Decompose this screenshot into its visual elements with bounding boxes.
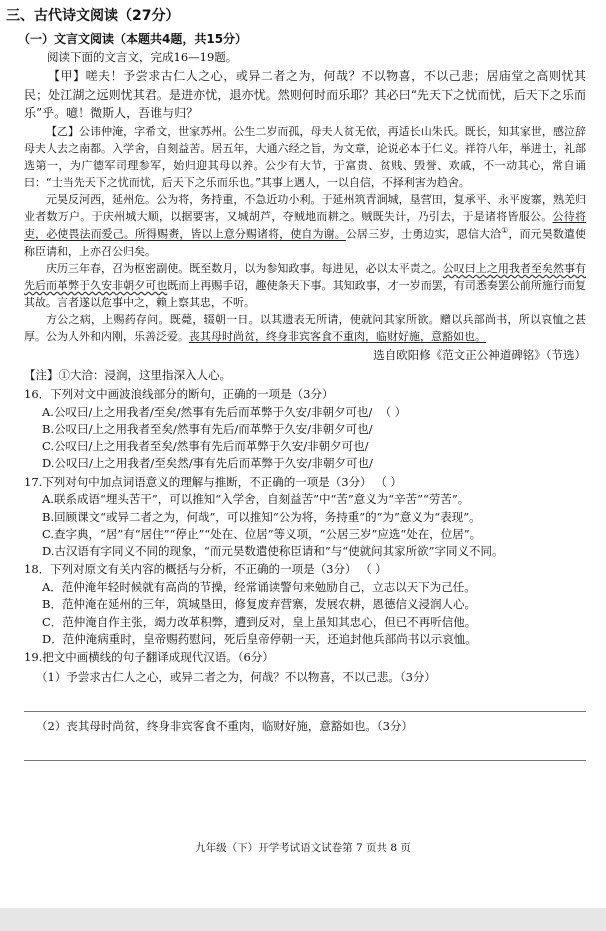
wavy-underlined-sentence: 公叹曰上之用我者至矣然事有先后而革弊于久安非朝夕可也 bbox=[24, 261, 586, 292]
q17-option-d: D.古汉语有字同义不同的现象，“而元昊数遣使称臣请和”与“使就问其家所欲”字同义不同。 bbox=[42, 544, 504, 559]
q17-option-b: B.回顾课文“或异二者之为，何哉”，可以推知“公为将，务持重”的“为”意义为“表现”。 bbox=[42, 509, 481, 524]
footnote: 【注】①大洽：浸润，这里指深入人心。 bbox=[24, 367, 231, 382]
passage-yi-para-4 bbox=[24, 311, 586, 345]
yi-para-2-text-c: 公居三岁，士勇边实，恩信大洽 bbox=[345, 227, 502, 241]
q17-option-a: A.联系成语“埋头苦干”，可以推知“入学舍，自刻益苦”中“苦”意义为“辛苦”“劳苦”。 bbox=[42, 492, 470, 507]
subsection-title: （一）文言文阅读（本题共4题，共15分） bbox=[18, 31, 248, 46]
question-19 bbox=[24, 649, 586, 760]
q18-option-b: B．范仲淹在延州的三年，筑城垦田，修复废弃营寨，发展农耕，恩德信义浸润人心。 bbox=[42, 597, 476, 612]
yi-para-4-text-a: 方公之病，上赐药存问。既薨，辍朝一日。以其遗表无所请，使就问其家所欲。赠以兵部尚书，所以哀恤之甚厚。公为人外和内刚，乐善泛爱。 bbox=[24, 313, 586, 344]
underlined-sentence-2: 丧其母时尚贫，终身非宾客食不重肉，临财好施，意豁如也。 bbox=[189, 330, 486, 344]
passage-yi-para-3 bbox=[24, 260, 586, 311]
q16-option-b: B.公叹曰/上之用我者至矣/然事有先后/而革弊于久安/非朝夕可也/ bbox=[42, 421, 373, 436]
q19-stem: 19.把文中画横线的句子翻译成现代汉语。（6分） bbox=[24, 650, 274, 665]
q16-stem: 16．下列对文中画波浪线部分的断句，正确的一项是（3分） bbox=[24, 386, 334, 401]
passage-source: 选自欧阳修《范文正公神道碑铭》（节选） bbox=[373, 348, 586, 363]
yi-para-2-text-d: ，而元昊数遣使称臣请和，上亦召公归矣。 bbox=[24, 227, 587, 258]
reading-instruction: 阅读下面的文言文，完成16—19题。 bbox=[47, 50, 238, 65]
passage-yi-para-1: 【乙】公讳仲淹，字希文，世家苏州。公生二岁而孤，母夫人贫无依，再适长山朱氏。既长，知其家世，感泣辞母夫人去之南都。入学舍，自刻益苦。居五年，大通六经之旨，为文章，论说必本于仁义。祥符八年，举进士，礼部选第一，为广德军司理参军，始归迎其母以养。公少有大节，于富贵、贫贱、毁誉、欢戚，不一动其心，常自诵曰：“士当先天下之忧而忧，后天下之乐而乐也。”其事上遇人，一以自信，不择利害为趋舍。 bbox=[24, 124, 586, 190]
yi-para-2-text-a: 元昊反河西，延州危。公为将，务持重，不急近功小利。于延州筑青涧城，垦营田，复承平、永平废寨，熟羌归业者数万户。于庆州城大顺，以据要害，又城胡芦，夺贼地而耕之。贼既失计，乃引去，于是诸将皆服公。 bbox=[24, 193, 586, 224]
section-title: 三、古代诗文阅读（27分） bbox=[6, 8, 180, 24]
yi-para-3-text-c: 既而上再赐手诏，趣使条天下事。其知政事，才一岁而罢，有司悉奏罢公前所施行而复其故。言者遂以危事中之，赖上察其忠，不听。 bbox=[24, 278, 587, 309]
q19-sub-1: （1）予尝求古仁人之心，或异二者之为，何哉？不以物喜，不以己悲。（3分） bbox=[36, 670, 436, 685]
yi-para-3-text-a: 庆历三年春，召为枢密副使。既至数月，以为参知政事。每进见，必以太平责之。 bbox=[46, 261, 443, 275]
q19-sub-2: （2）丧其母时尚贫，终身非宾客食不重肉，临财好施，意豁如也。（3分） bbox=[36, 718, 413, 733]
question-17 bbox=[24, 474, 586, 561]
question-16 bbox=[24, 386, 586, 473]
question-18 bbox=[24, 561, 586, 648]
footnote-marker: ① bbox=[501, 226, 509, 236]
q18-stem: 18．下列对原文有关内容的概括与分析，不正确的一项是（3分） （ ） bbox=[24, 562, 387, 577]
q18-option-d: D．范仲淹病重时，皇帝赐药慰问，死后皇帝停朝一天，还追封他兵部尚书以示哀恤。 bbox=[42, 631, 477, 646]
underlined-sentence-1: 公待将吏，必使畏法而爱己。所得赐赉，皆以上意分赐诸将，使自为谢。 bbox=[24, 210, 587, 241]
q16-option-d: D.公叹曰/上之用我者/至矣然/事有先后而革弊于久安/非朝夕可也/ bbox=[42, 456, 373, 471]
page-footer: 九年级（下）开学考试语文试卷第 7 页共 8 页 bbox=[195, 842, 411, 854]
exam-page bbox=[6, 6, 587, 762]
answer-paren: （ ） bbox=[375, 474, 402, 489]
answer-line-1[interactable] bbox=[24, 687, 586, 712]
q16-option-c: C.公叹曰/上之用我者至矣/然事有先后而革弊于久安/非朝夕可也/ bbox=[42, 439, 369, 454]
answer-line-2[interactable] bbox=[24, 736, 586, 761]
q16-option-a: A.公叹曰/上之用我者/至矣/然事有先后而革弊于久安/非朝夕可也/ （ ） bbox=[42, 404, 407, 419]
passage-jia: 【甲】嗟夫！予尝求古仁人之心，或异二者之为，何哉？不以物喜，不以己悲；居庙堂之高则忧其民；处江湖之远则忧其君。是进亦忧，退亦忧。然则何时而乐耶？其必曰“先天下之忧而忧，后天下之乐而乐”乎。噫！微斯人，吾谁与归？ bbox=[24, 69, 586, 121]
answer-paren: （ ） bbox=[379, 404, 407, 419]
q17-stem: 17.下列对句中加点词语意义的理解与推断，不正确的一项是（3分） （ ） bbox=[24, 474, 402, 489]
q18-option-a: A．范仲淹年轻时候就有高尚的节操，经常诵读警句来勉励自己，立志以天下为己任。 bbox=[42, 580, 476, 595]
answer-paren: （ ） bbox=[360, 562, 387, 577]
q18-option-c: C．范仲淹自作主张，竭力改革积弊，遭到反对，皇上虽知其忠心，但已不再听信他。 bbox=[42, 614, 477, 629]
passage-yi-para-2 bbox=[24, 191, 586, 260]
q17-option-c: C.查字典，“居”有“居住”“停止”“处在、位居”等义项，“公居三岁”应选“处在，位居”。 bbox=[42, 526, 482, 541]
scan-margin bbox=[0, 908, 606, 931]
